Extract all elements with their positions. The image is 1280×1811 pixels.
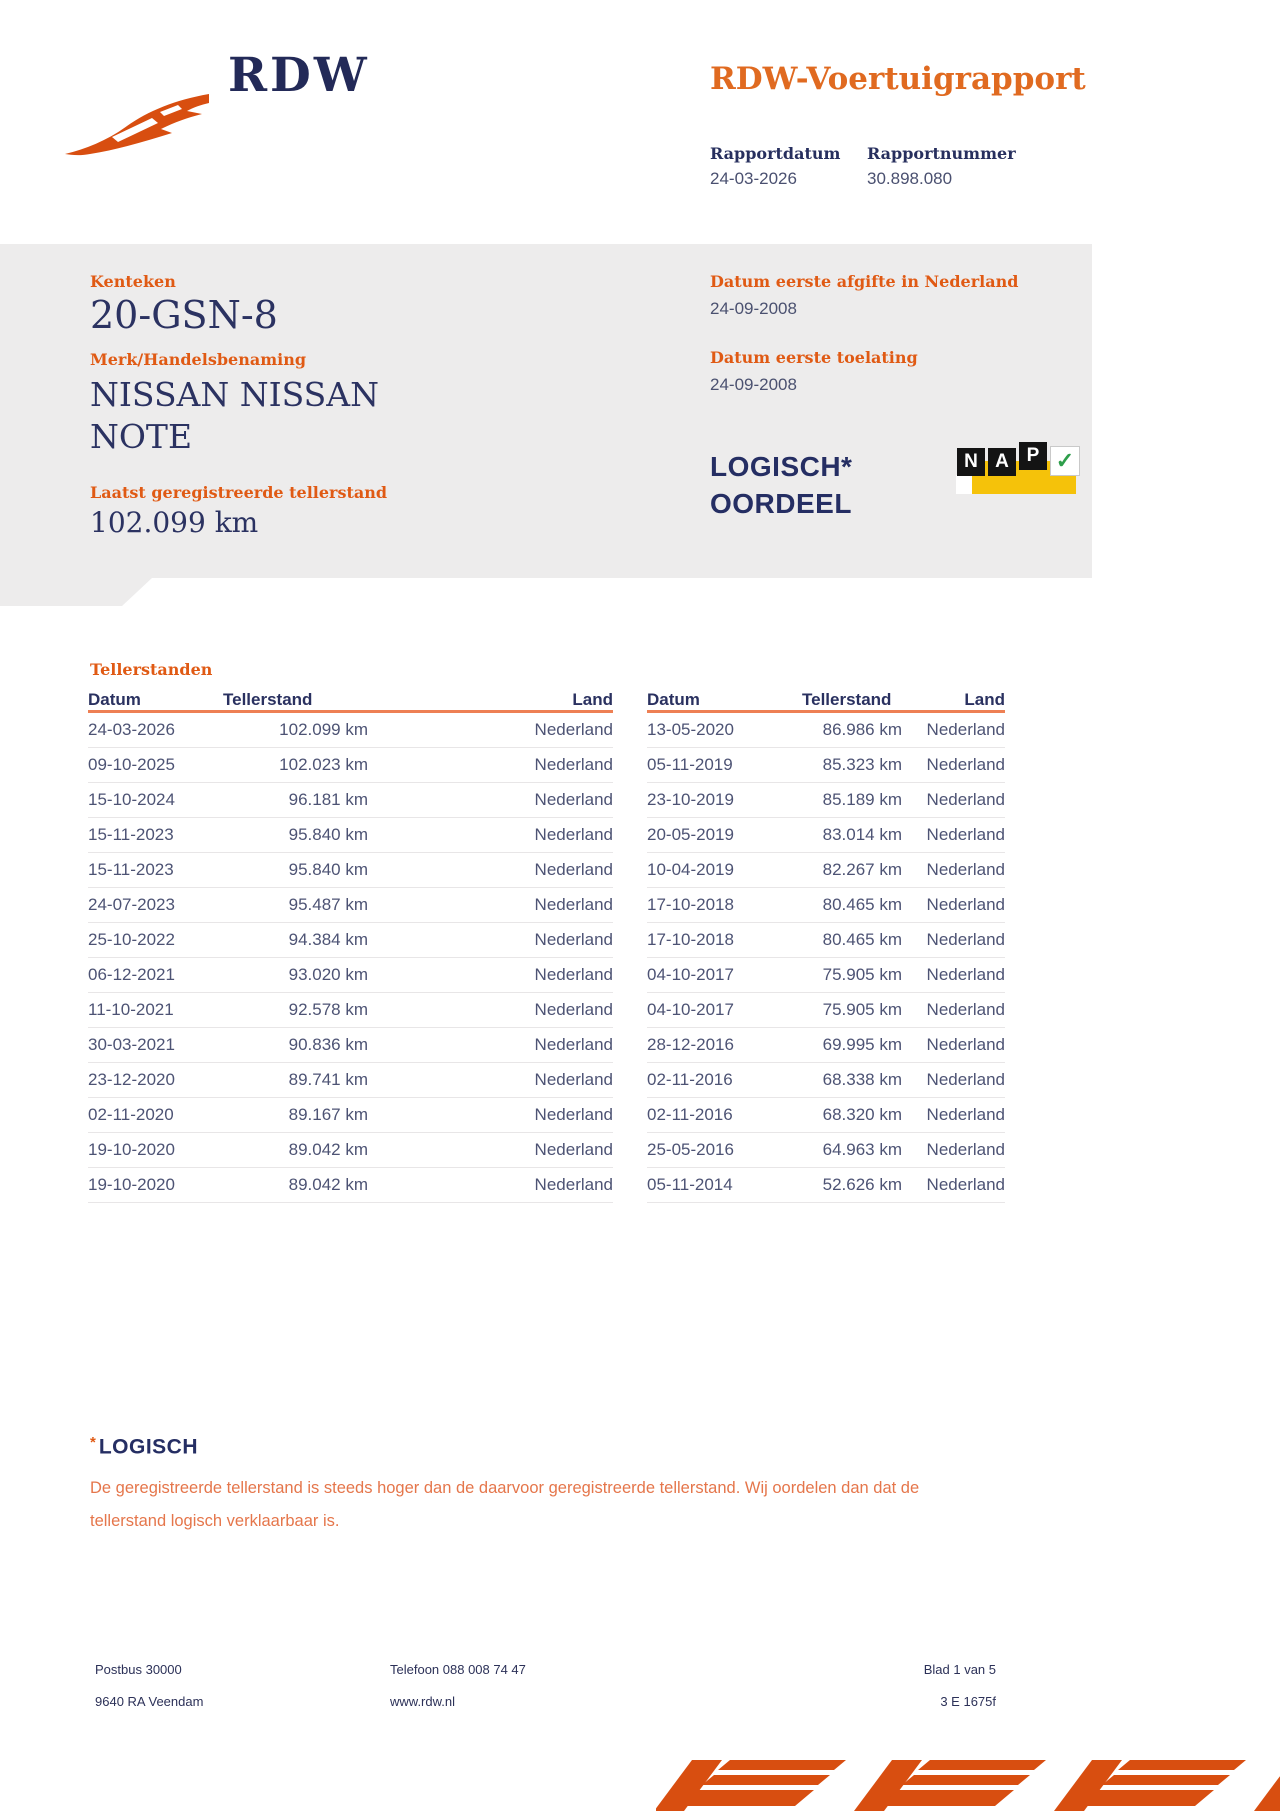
land-cell: Nederland bbox=[534, 1070, 613, 1089]
land-cell: Nederland bbox=[926, 1140, 1005, 1159]
tellerstand-cell: 90.836 km bbox=[288, 1035, 368, 1054]
nap-white-notch bbox=[956, 475, 972, 494]
oordeel-line2: OORDEEL bbox=[710, 488, 852, 519]
page-title: RDW-Voertuigrapport bbox=[710, 61, 1086, 97]
merk-value-line2: NOTE bbox=[90, 417, 193, 456]
datum-cell: 09-10-2025 bbox=[88, 755, 175, 774]
tellerstand-cell: 85.323 km bbox=[822, 755, 902, 774]
rdw-wing-logo-icon bbox=[62, 78, 212, 158]
land-cell: Nederland bbox=[926, 930, 1005, 949]
explanation-title-text: LOGISCH bbox=[98, 1435, 199, 1459]
afgifte-value: 24-09-2008 bbox=[710, 299, 797, 318]
land-cell: Nederland bbox=[534, 1000, 613, 1019]
table-row bbox=[88, 713, 613, 748]
tellerstand-cell: 82.267 km bbox=[822, 860, 902, 879]
tellerstand-cell: 68.338 km bbox=[822, 1070, 902, 1089]
table-body-left bbox=[88, 713, 613, 1203]
land-cell: Nederland bbox=[534, 720, 613, 739]
tellerstand-cell: 92.578 km bbox=[288, 1000, 368, 1019]
land-cell: Nederland bbox=[926, 1105, 1005, 1124]
nap-letter-p: P bbox=[1019, 442, 1047, 470]
table-row bbox=[647, 748, 1005, 783]
table-row bbox=[647, 1133, 1005, 1168]
table-row bbox=[88, 1063, 613, 1098]
table-row bbox=[88, 993, 613, 1028]
datum-cell: 25-05-2016 bbox=[647, 1140, 734, 1159]
tellerstand-cell: 102.023 km bbox=[279, 755, 368, 774]
report-number-label: Rapportnummer bbox=[867, 144, 1016, 163]
kenteken-value: 20-GSN-8 bbox=[90, 293, 278, 337]
tellerstand-cell: 95.487 km bbox=[288, 895, 368, 914]
table-body-right bbox=[647, 713, 1005, 1203]
kenteken-label: Kenteken bbox=[90, 272, 176, 291]
afgifte-label: Datum eerste afgifte in Nederland bbox=[710, 272, 1019, 291]
tellerstand-cell: 89.741 km bbox=[288, 1070, 368, 1089]
table-row bbox=[647, 713, 1005, 748]
tellerstand-cell: 89.042 km bbox=[288, 1140, 368, 1159]
tellerstand-cell: 64.963 km bbox=[822, 1140, 902, 1159]
table-row bbox=[647, 993, 1005, 1028]
footer-address-line1: Postbus 30000 bbox=[95, 1662, 182, 1677]
datum-cell: 15-11-2023 bbox=[88, 825, 174, 844]
land-cell: Nederland bbox=[926, 1035, 1005, 1054]
table-row bbox=[88, 1168, 613, 1203]
datum-cell: 04-10-2017 bbox=[647, 965, 734, 984]
tellerstand-cell: 96.181 km bbox=[288, 790, 368, 809]
tellerstand-cell: 52.626 km bbox=[822, 1175, 902, 1194]
col-header-land: Land bbox=[572, 690, 613, 709]
table-row bbox=[647, 853, 1005, 888]
tellerstand-cell: 75.905 km bbox=[822, 1000, 902, 1019]
col-header-land: Land bbox=[964, 690, 1005, 709]
rdw-stripes-graphic bbox=[656, 1760, 1280, 1811]
tellerstanden-table-left bbox=[88, 688, 613, 1203]
tellerstand-cell: 83.014 km bbox=[822, 825, 902, 844]
datum-cell: 17-10-2018 bbox=[647, 930, 734, 949]
land-cell: Nederland bbox=[926, 860, 1005, 879]
datum-cell: 19-10-2020 bbox=[88, 1140, 175, 1159]
table-header-row bbox=[647, 688, 1005, 713]
land-cell: Nederland bbox=[534, 825, 613, 844]
land-cell: Nederland bbox=[534, 790, 613, 809]
nap-logo bbox=[956, 444, 1082, 494]
toelating-label: Datum eerste toelating bbox=[710, 348, 918, 367]
tellerstand-cell: 80.465 km bbox=[822, 895, 902, 914]
col-header-datum: Datum bbox=[647, 690, 700, 709]
tellerstand-cell: 85.189 km bbox=[822, 790, 902, 809]
table-row bbox=[88, 1133, 613, 1168]
datum-cell: 15-10-2024 bbox=[88, 790, 175, 809]
table-header-row bbox=[88, 688, 613, 713]
table-row bbox=[647, 1028, 1005, 1063]
land-cell: Nederland bbox=[926, 965, 1005, 984]
table-row bbox=[88, 1028, 613, 1063]
land-cell: Nederland bbox=[534, 930, 613, 949]
datum-cell: 05-11-2019 bbox=[647, 755, 733, 774]
land-cell: Nederland bbox=[926, 895, 1005, 914]
datum-cell: 05-11-2014 bbox=[647, 1175, 733, 1194]
tellerstand-cell: 86.986 km bbox=[822, 720, 902, 739]
table-row bbox=[647, 783, 1005, 818]
report-date-value: 24-03-2026 bbox=[710, 169, 797, 188]
tellerstand-cell: 102.099 km bbox=[279, 720, 368, 739]
datum-cell: 23-12-2020 bbox=[88, 1070, 175, 1089]
datum-cell: 17-10-2018 bbox=[647, 895, 734, 914]
land-cell: Nederland bbox=[926, 720, 1005, 739]
footer-document-code: 3 E 1675f bbox=[940, 1694, 996, 1709]
land-cell: Nederland bbox=[926, 1175, 1005, 1194]
land-cell: Nederland bbox=[534, 1035, 613, 1054]
land-cell: Nederland bbox=[534, 1105, 613, 1124]
land-cell: Nederland bbox=[926, 790, 1005, 809]
report-number-value: 30.898.080 bbox=[867, 169, 953, 188]
datum-cell: 10-04-2019 bbox=[647, 860, 734, 879]
datum-cell: 20-05-2019 bbox=[647, 825, 734, 844]
land-cell: Nederland bbox=[534, 1175, 613, 1194]
merk-value-line1: NISSAN NISSAN bbox=[90, 375, 379, 414]
footer-page-number: Blad 1 van 5 bbox=[923, 1662, 996, 1677]
table-row bbox=[647, 818, 1005, 853]
table-row bbox=[647, 1168, 1005, 1203]
col-header-tellerstand: Tellerstand bbox=[223, 690, 313, 709]
col-header-tellerstand: Tellerstand bbox=[802, 690, 892, 709]
oordeel-line1: LOGISCH* bbox=[710, 451, 853, 482]
datum-cell: 28-12-2016 bbox=[647, 1035, 734, 1054]
asterisk-marker: * bbox=[90, 1434, 96, 1451]
tellerstand-cell: 69.995 km bbox=[822, 1035, 902, 1054]
nap-letter-n: N bbox=[957, 448, 985, 476]
table-row bbox=[88, 853, 613, 888]
tellerstand-cell: 93.020 km bbox=[288, 965, 368, 984]
land-cell: Nederland bbox=[534, 755, 613, 774]
datum-cell: 15-11-2023 bbox=[88, 860, 174, 879]
datum-cell: 25-10-2022 bbox=[88, 930, 175, 949]
datum-cell: 24-03-2026 bbox=[88, 720, 175, 739]
laatste-tellerstand-label: Laatst geregistreerde tellerstand bbox=[90, 483, 388, 502]
tellerstand-cell: 95.840 km bbox=[288, 860, 368, 879]
nap-letter-a: A bbox=[988, 448, 1016, 476]
land-cell: Nederland bbox=[926, 755, 1005, 774]
table-row bbox=[647, 923, 1005, 958]
tellerstanden-table-right bbox=[647, 688, 1005, 1203]
table-row bbox=[88, 818, 613, 853]
footer-address-line2: 9640 RA Veendam bbox=[95, 1694, 204, 1709]
nap-checkmark-icon: ✓ bbox=[1050, 446, 1080, 476]
table-row bbox=[88, 783, 613, 818]
footer-website: www.rdw.nl bbox=[390, 1694, 456, 1709]
report-date-label: Rapportdatum bbox=[710, 144, 841, 163]
datum-cell: 06-12-2021 bbox=[88, 965, 175, 984]
toelating-value: 24-09-2008 bbox=[710, 375, 797, 394]
land-cell: Nederland bbox=[926, 1070, 1005, 1089]
tellerstand-cell: 89.042 km bbox=[288, 1175, 368, 1194]
datum-cell: 30-03-2021 bbox=[88, 1035, 175, 1054]
datum-cell: 02-11-2016 bbox=[647, 1105, 733, 1124]
table-row bbox=[88, 923, 613, 958]
table-row bbox=[88, 1098, 613, 1133]
tellerstanden-title: Tellerstanden bbox=[90, 660, 213, 679]
land-cell: Nederland bbox=[534, 895, 613, 914]
datum-cell: 24-07-2023 bbox=[88, 895, 175, 914]
datum-cell: 04-10-2017 bbox=[647, 1000, 734, 1019]
land-cell: Nederland bbox=[926, 825, 1005, 844]
table-row bbox=[88, 748, 613, 783]
datum-cell: 11-10-2021 bbox=[88, 1000, 174, 1019]
datum-cell: 19-10-2020 bbox=[88, 1175, 175, 1194]
tellerstand-cell: 68.320 km bbox=[822, 1105, 902, 1124]
datum-cell: 02-11-2016 bbox=[647, 1070, 733, 1089]
table-row bbox=[647, 958, 1005, 993]
table-row bbox=[647, 888, 1005, 923]
table-row bbox=[88, 888, 613, 923]
logisch-explanation-title bbox=[90, 1434, 198, 1459]
table-row bbox=[647, 1098, 1005, 1133]
merk-label: Merk/Handelsbenaming bbox=[90, 350, 307, 369]
tellerstand-cell: 75.905 km bbox=[822, 965, 902, 984]
laatste-tellerstand-value: 102.099 km bbox=[90, 506, 259, 539]
rdw-wordmark: RDW bbox=[228, 48, 370, 103]
table-row bbox=[647, 1063, 1005, 1098]
datum-cell: 23-10-2019 bbox=[647, 790, 734, 809]
land-cell: Nederland bbox=[534, 1140, 613, 1159]
land-cell: Nederland bbox=[534, 965, 613, 984]
tellerstand-cell: 89.167 km bbox=[288, 1105, 368, 1124]
tellerstand-cell: 80.465 km bbox=[822, 930, 902, 949]
tellerstand-cell: 94.384 km bbox=[288, 930, 368, 949]
datum-cell: 13-05-2020 bbox=[647, 720, 734, 739]
datum-cell: 02-11-2020 bbox=[88, 1105, 174, 1124]
col-header-datum: Datum bbox=[88, 690, 141, 709]
oordeel-text bbox=[710, 448, 852, 522]
table-row bbox=[88, 958, 613, 993]
land-cell: Nederland bbox=[534, 860, 613, 879]
logisch-explanation-body: De geregistreerde tellerstand is steeds hoger dan de daarvoor geregistreerde tellerstand. Wij oordelen dan dat de tellerstand logisch verklaarbaar is. bbox=[90, 1479, 920, 1530]
land-cell: Nederland bbox=[926, 1000, 1005, 1019]
footer-phone: Telefoon 088 008 74 47 bbox=[390, 1662, 526, 1677]
tellerstand-cell: 95.840 km bbox=[288, 825, 368, 844]
